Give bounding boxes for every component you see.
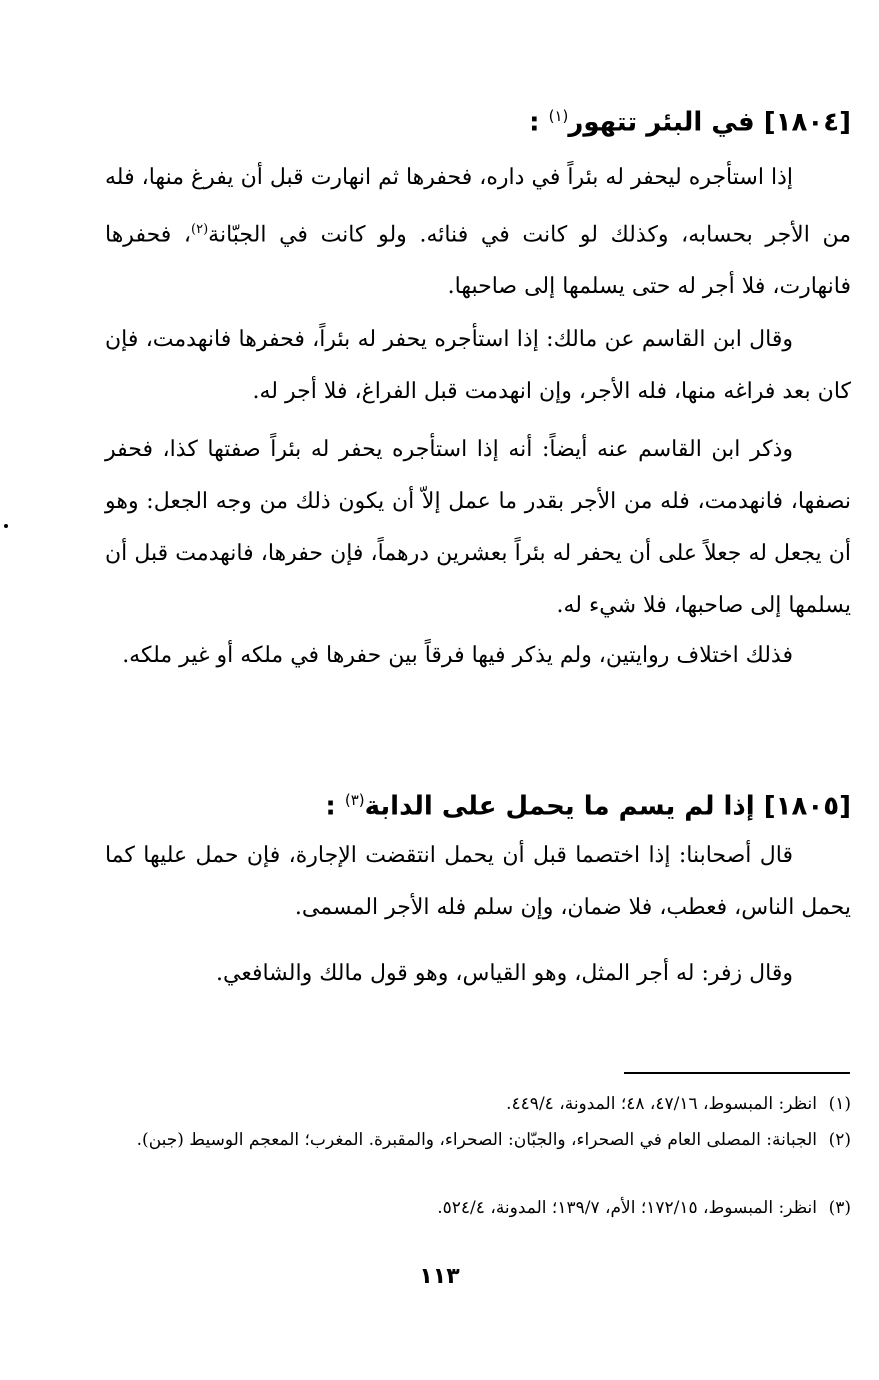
paragraph-1804-2: وقال ابن القاسم عن مالك: إذا استأجره يحفر له بئراً، فحفرها فانهدمت، فإن كان بعد فراغه منها، فله الأجر، وإن انهدمت قبل الفراغ، فلا أجر له. [105,327,851,404]
page-number: ١١٣ [419,1264,460,1289]
heading-text: [١٨٠٤] في البئر تتهور [568,107,851,138]
heading-colon: : [325,791,345,822]
scan-speck [4,524,8,528]
paragraph-1805-1: قال أصحابنا: إذا اختصما قبل أن يحمل انتقضت الإجارة، فإن حمل عليها كما يحمل الناس، فعطب، فلا ضمان، وإن سلم فله الأجر المسمى. [105,843,851,920]
footnote-2 [105,1124,851,1156]
paragraph-1805-2: وقال زفر: له أجر المثل، وهو القياس، وهو قول مالك والشافعي. [216,961,793,986]
paragraph-1804-1 [105,152,851,313]
footnote-text: انظر: المبسوط، ١٧٢/١٥؛ الأم، ١٣٩/٧؛ المدونة، ٥٢٤/٤. [437,1198,817,1218]
paragraph-1804-4: فذلك اختلاف روايتين، ولم يذكر فيها فرقاً بين حفرها في ملكه أو غير ملكه. [122,643,793,668]
footnote-number: (١) [828,1094,851,1114]
footnote-text: الجبانة: المصلى العام في الصحراء، والجبّان: الصحراء، والمقبرة. المغرب؛ المعجم الوسيط (جبن). [136,1130,817,1150]
footnote-number: (٣) [828,1198,851,1218]
footnote-ref-1: (١) [548,107,569,125]
paragraph-text: ، فحفرها فانهارت، فلا أجر له حتى يسلمها إلى صاحبها. [105,222,851,300]
footnote-text: انظر: المبسوط، ٤٧/١٦، ٤٨؛ المدونة، ٤٤٩/٤. [506,1094,817,1114]
paragraph-1804-3: وذكر ابن القاسم عنه أيضاً: أنه إذا استأجره يحفر له بئراً صفتها كذا، فحفر نصفها، فانهدمت، فله من الأجر بقدر ما عمل إلاّ أن يكون ذلك من وجه الجعل: وهو أن يجعل له جعلاً على أن يحفر له بئراً بعشرين درهماً، فإن حفرها، فانهدمت قبل أن يسلمها إلى صاحبها، فلا شيء له. [105,437,851,618]
footnote-ref-3: (٣) [344,791,365,809]
footnote-3 [105,1192,851,1224]
heading-colon: : [529,107,549,138]
footnote-ref-2: (٢) [191,222,209,237]
paragraph-text: إذا استأجره ليحفر له بئراً في داره، فحفرها ثم انهارت قبل أن يفرغ منها، فله من الأجر بحسابه، وكذلك لو كانت في فنائه. ولو كانت في الجبّانة [105,165,851,248]
section-heading-1804 [91,96,851,143]
section-heading-1805 [91,780,851,827]
footnote-number: (٢) [828,1130,851,1150]
footnote-1 [105,1088,851,1120]
heading-text: [١٨٠٥] إذا لم يسم ما يحمل على الدابة [364,791,851,822]
footnote-separator [624,1072,850,1074]
